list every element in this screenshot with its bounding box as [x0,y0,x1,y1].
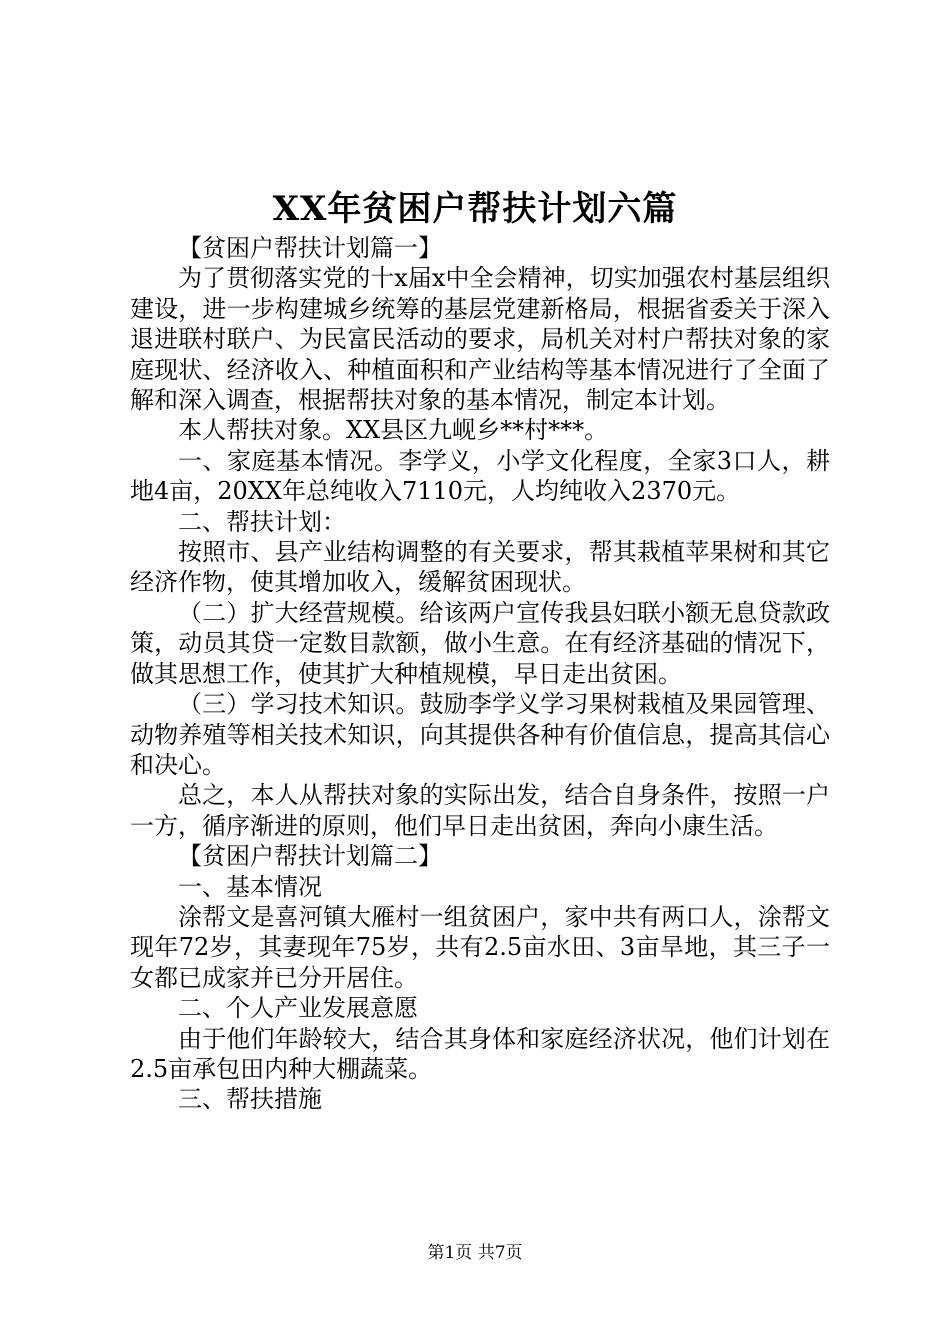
paragraph: 二、帮扶计划： [178,507,346,536]
document-body [130,233,830,1115]
paragraph: 二、个人产业发展意愿 [178,994,418,1023]
document-title: XX年贫困户帮扶计划六篇 [272,189,678,229]
paragraph: 为了贯彻落实党的十x届x中全会精神，切实加强农村基层组织建设，进一步构建城乡统筹的基层党建新格局，根据省委关于深入退进联村联户、为民富民活动的要求，局机关对村户帮扶对象的家庭现状、经济收入、种植面积和产业结构等基本情况进行了全面了解和深入调查，根据帮扶对象的基本情况，制定本计划。 [130,264,830,415]
paragraph: 由于他们年龄较大，结合其身体和家庭经济状况，他们计划在2.5亩承包田内种大棚蔬菜。 [130,1024,830,1083]
paragraph: （三）学习技术知识。鼓励李学义学习果树栽植及果园管理、动物养殖等相关技术知识，向其提供各种有价值信息，提高其信心和决心。 [130,690,830,779]
paragraph: 一、家庭基本情况。李学义，小学文化程度，全家3口人，耕地4亩，20XX年总纯收入7110元，人均纯收入2370元。 [130,446,830,506]
page-footer: 第1页 共7页 [427,1243,523,1263]
section-heading: 【贫困户帮扶计划篇一】 [178,234,442,262]
section-heading: 【贫困户帮扶计划篇二】 [178,842,442,871]
paragraph: 按照市、县产业结构调整的有关要求，帮其栽植苹果树和其它经济作物，使其增加收入，缓解贫困现状。 [130,538,830,597]
paragraph: 总之，本人从帮扶对象的实际出发，结合自身条件，按照一户一方，循序渐进的原则，他们早日走出贫困，奔向小康生活。 [130,781,830,840]
paragraph: 三、帮扶措施 [178,1085,322,1114]
paragraph: （二）扩大经营规模。给该两户宣传我县妇联小额无息贷款政策，动员其贷一定数目款额，做小生意。在有经济基础的情况下，做其思想工作，使其扩大种植规模，早日走出贫困。 [130,598,830,688]
paragraph: 一、基本情况 [178,872,322,901]
paragraph: 本人帮扶对象。XX县区九岘乡**村***。 [178,416,609,445]
paragraph: 涂帮文是喜河镇大雁村一组贫困户，家中共有两口人，涂帮文现年72岁，其妻现年75岁，共有2.5亩水田、3亩旱地，其三子一女都已成家并已分开居住。 [130,902,830,992]
